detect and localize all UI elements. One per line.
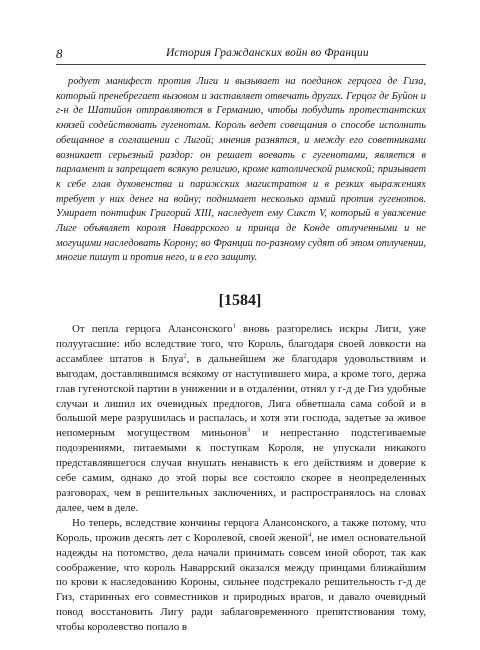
paragraph2-text-a: Но теперь, вследствие кончины герцога Алансонского, а также потому, что Король, прожив десять лет с Королевой, своей женой	[56, 516, 426, 544]
page-number: 8	[56, 46, 63, 61]
body-paragraph-2	[56, 516, 426, 635]
paragraph2-text-b: , не имел основательной надежды на потомство, дела начали принимать совсем иной оборот, так как соображение, что король Наваррский оказался между принцами ближайшим по крови к наследованию Короны, сильнее подстрекало решительность г-д де Гиз, старинных его совместников и природных врагов, и давало очевидный повод восстановить Лигу ради заблаговременного препятствования тому, чтобы королевство попало в	[56, 531, 427, 634]
body-paragraph-1	[56, 322, 426, 516]
main-text	[56, 322, 426, 635]
paragraph1-text-c: , в дальнейшем же благодаря удовольствиям и выгодам, доставлявшимся всякому от наступившего мира, а кроме того, держа глав гугенотской партии в унижении и в отдалении, отнял у г-д де Гиз удобные случаи и лишил их очевидных предлогов, Лига обветшала сама собой и в большой мере разрушилась и распалась, и хотя эти господа, задетые за живое непомерным могуществом миньонов	[56, 352, 426, 440]
footnote-ref-2[interactable]: 2	[183, 352, 187, 360]
year-heading: [1584]	[218, 292, 262, 309]
running-header	[56, 44, 426, 65]
summary-paragraph: родует манифест против Лиги и вызывает на поединок герцога де Гиза, который пренебрегает вызовом и заставляет отвечать других. Герцог де Буйон и г-н де Шатийон отправляются в Германию, чтобы побудить протестантских князей содействовать гугенотам. Король ведет совещания о способе исполнить обещанное в соглашении с Лигой; мнения разнятся, и между его советниками возникает серьезный раздор: он решает воевать с гугенотами, является в парламент и запрещает всякую религию, кроме католической римской; призывает к себе глав духовенства и парижских магистратов и в резких выражениях требует у них денег на войну; поднимает несколько армий против гугенотов. Умирает понтифик Григорий XIII, наследует ему Сикст V, который в уважение Лиге объявляет короля Наваррского и принца де Конде отлученными и не могущими наследовать Корону; во Франции по-разному судят об этом отлучении, многие пишут и против него, и в его защиту.	[56, 76, 426, 264]
running-title: История Гражданских войн во Франции	[166, 47, 369, 59]
paragraph1-text-a: От пепла герцога Алансонского	[72, 323, 233, 335]
footnote-ref-4[interactable]: 4	[307, 531, 312, 539]
footnote-ref-1[interactable]: 1	[232, 322, 236, 330]
paragraph1-text-d: и непрестанно подстегиваемые подозрениями, питаемыми к поступкам Короля, не упускали никакого представлявшегося случая внушать ненависть к его действиям и доверие к себе самим, однако до этой поры все состояло скорее в неопределенных разговорах, чем в решительных заключениях, и распространялось на словах далее, чем в деле.	[56, 427, 426, 514]
footnote-ref-3[interactable]: 3	[247, 426, 251, 434]
chapter-summary	[56, 75, 426, 266]
paragraph1-text-b: вновь разгорелись искры Лиги, уже полуугасшие: ибо вследствие того, что Король, благодаря своей ловкости на ассамблее штатов в Блуа	[56, 323, 426, 365]
